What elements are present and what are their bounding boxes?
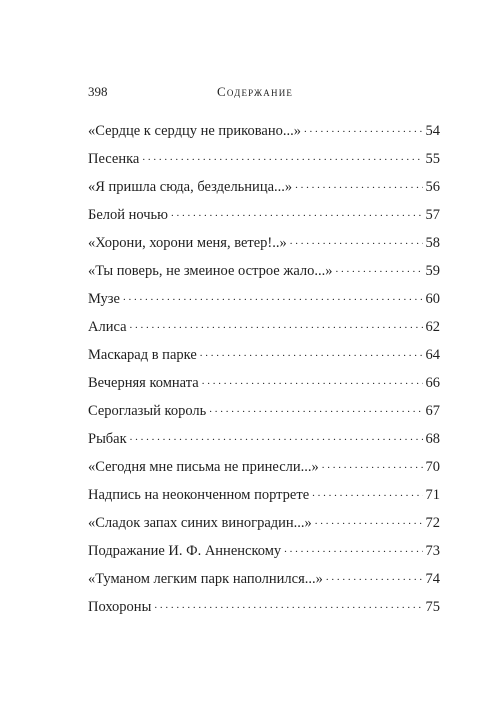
toc-entry-page: 57 bbox=[425, 207, 440, 223]
toc-entry-title: «Сердце к сердцу не приковано...» bbox=[88, 123, 301, 139]
toc-entry-title: Белой ночью bbox=[88, 207, 169, 223]
toc-entry-page: 74 bbox=[425, 571, 440, 587]
dot-leader bbox=[202, 371, 423, 390]
toc-entry-title: «Ты поверь, не змеиное острое жало...» bbox=[88, 263, 333, 279]
toc-entry bbox=[88, 122, 440, 150]
toc-entry bbox=[88, 318, 440, 346]
toc-entry bbox=[88, 598, 440, 626]
toc-entry-page: 58 bbox=[425, 235, 440, 251]
toc-entry-title: «Я пришла сюда, бездельница...» bbox=[88, 179, 293, 195]
toc-entry-title: «Сегодня мне письма не принесли...» bbox=[88, 459, 319, 475]
toc-entry bbox=[88, 290, 440, 318]
toc-entry bbox=[88, 430, 440, 458]
toc-entry-title: Музе bbox=[88, 291, 120, 307]
table-of-contents bbox=[88, 122, 440, 626]
toc-entry bbox=[88, 458, 440, 486]
toc-entry-page: 70 bbox=[425, 459, 440, 475]
toc-entry bbox=[88, 374, 440, 402]
dot-leader bbox=[200, 343, 423, 362]
toc-entry-page: 73 bbox=[425, 543, 440, 559]
dot-leader bbox=[154, 595, 422, 614]
dot-leader bbox=[209, 399, 422, 418]
toc-entry bbox=[88, 178, 440, 206]
page-header bbox=[88, 84, 439, 102]
toc-entry-page: 60 bbox=[425, 291, 440, 307]
toc-entry-page: 62 bbox=[425, 319, 440, 335]
toc-entry-title: Сероглазый король bbox=[88, 403, 207, 419]
toc-entry bbox=[88, 486, 440, 514]
toc-entry-page: 71 bbox=[425, 487, 440, 503]
toc-entry bbox=[88, 402, 440, 430]
toc-entry-title: Похороны bbox=[88, 599, 152, 615]
running-title: Содержание bbox=[217, 84, 294, 99]
toc-entry bbox=[88, 262, 440, 290]
toc-entry bbox=[88, 346, 440, 374]
toc-entry-page: 75 bbox=[425, 599, 440, 615]
toc-entry-page: 66 bbox=[425, 375, 440, 391]
dot-leader bbox=[336, 259, 423, 278]
toc-entry bbox=[88, 150, 440, 178]
toc-entry bbox=[88, 570, 440, 598]
toc-entry-page: 56 bbox=[425, 179, 440, 195]
toc-entry-title: Вечерняя комната bbox=[88, 375, 199, 391]
dot-leader bbox=[284, 539, 422, 558]
toc-entry-title: Рыбак bbox=[88, 431, 127, 447]
dot-leader bbox=[130, 315, 423, 334]
dot-leader bbox=[326, 567, 423, 586]
toc-entry-page: 54 bbox=[425, 123, 440, 139]
toc-entry-title: Надпись на неоконченном портрете bbox=[88, 487, 310, 503]
dot-leader bbox=[130, 427, 423, 446]
dot-leader bbox=[304, 119, 423, 138]
dot-leader bbox=[171, 203, 422, 222]
toc-entry-page: 67 bbox=[425, 403, 440, 419]
toc-entry bbox=[88, 514, 440, 542]
dot-leader bbox=[312, 483, 422, 502]
toc-entry-title: Песенка bbox=[88, 151, 140, 167]
dot-leader bbox=[322, 455, 423, 474]
toc-entry-title: «Туманом легким парк наполнился...» bbox=[88, 571, 323, 587]
dot-leader bbox=[290, 231, 423, 250]
toc-entry-page: 68 bbox=[425, 431, 440, 447]
dot-leader bbox=[315, 511, 423, 530]
toc-entry-title: Подражание И. Ф. Анненскому bbox=[88, 543, 282, 559]
toc-entry-title: «Хорони, хорони меня, ветер!..» bbox=[88, 235, 287, 251]
page-number: 398 bbox=[88, 84, 108, 99]
toc-entry bbox=[88, 206, 440, 234]
toc-entry-title: «Сладок запах синих виноградин...» bbox=[88, 515, 312, 531]
toc-entry-page: 72 bbox=[425, 515, 440, 531]
toc-entry-title: Алиса bbox=[88, 319, 127, 335]
toc-entry bbox=[88, 542, 440, 570]
dot-leader bbox=[123, 287, 423, 306]
toc-entry-title: Маскарад в парке bbox=[88, 347, 197, 363]
toc-entry-page: 59 bbox=[425, 263, 440, 279]
dot-leader bbox=[142, 147, 422, 166]
toc-entry-page: 64 bbox=[425, 347, 440, 363]
toc-entry bbox=[88, 234, 440, 262]
dot-leader bbox=[295, 175, 422, 194]
toc-entry-page: 55 bbox=[425, 151, 440, 167]
